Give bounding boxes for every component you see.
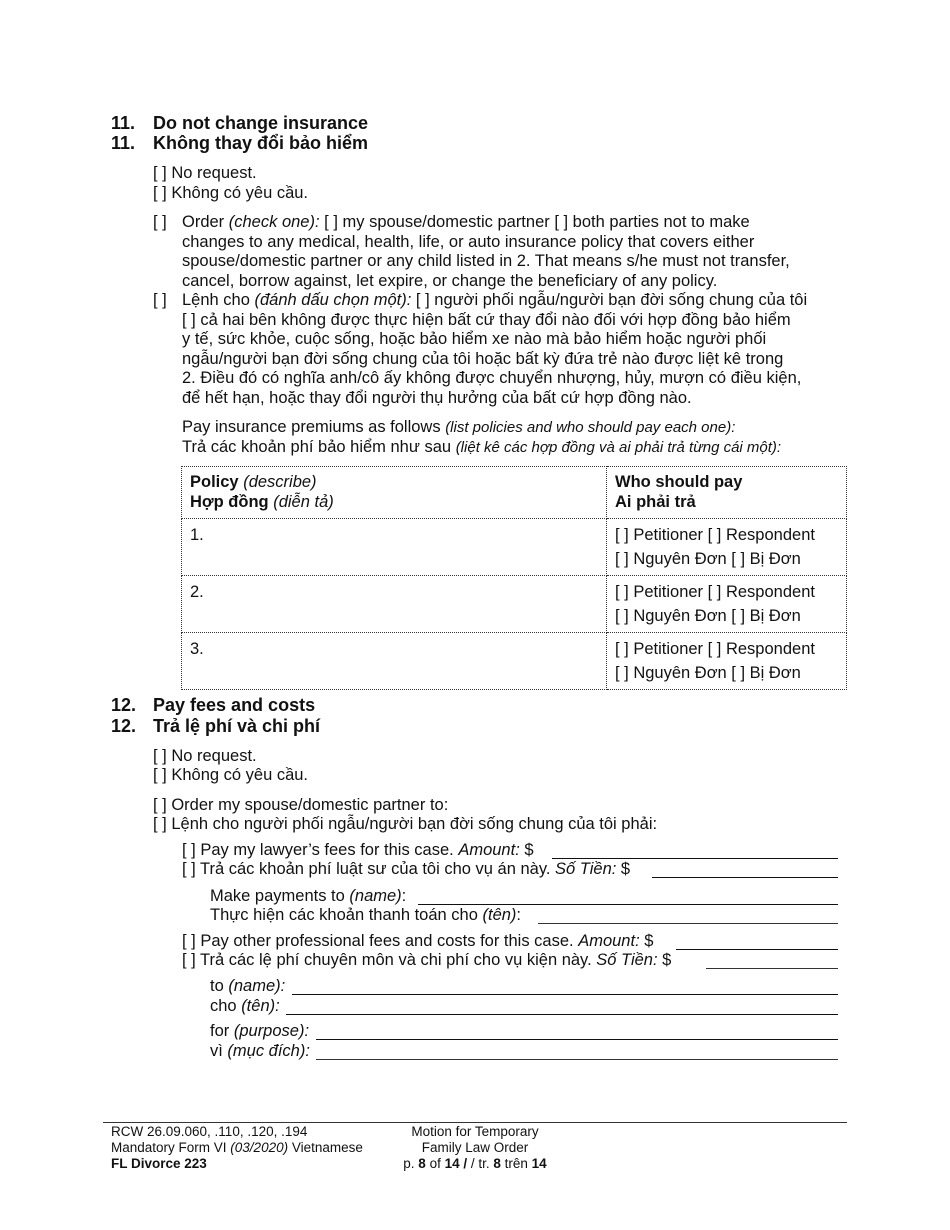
policy-cell[interactable]: 1. xyxy=(182,519,607,576)
table-header-row xyxy=(182,467,847,519)
payments-to-name-field[interactable] xyxy=(418,886,838,905)
who-pays-cell[interactable]: [ ] Petitioner [ ] Respondent [ ] Nguyên Đơn [ ] Bị Đơn xyxy=(607,519,847,576)
to-name-field-vi[interactable] xyxy=(286,996,838,1015)
order-checkbox-en[interactable]: [ ] xyxy=(153,213,167,231)
lawyer-fees-en[interactable]: [ ] Pay my lawyer’s fees for this case. Amount: $ xyxy=(182,841,534,859)
section-12-number-vi: 12. xyxy=(111,716,137,736)
table-row xyxy=(182,576,847,633)
order-text-en: Order (check one): [ ] my spouse/domestic partner [ ] both parties not to make changes to any medical, health, life, or auto insurance policy that covers either spouse/domestic partner or any child listed in 2. That means s/he must not transfer, cancel, borrow against, let expire, or change the beneficiary of any policy. xyxy=(182,213,790,290)
other-fees-en[interactable]: [ ] Pay other professional fees and costs for this case. Amount: $ xyxy=(182,932,654,950)
premiums-text-vi: Trả các khoản phí bảo hiểm như sau (liệt kê các hợp đồng và ai phải trả từng cái một): xyxy=(182,438,782,456)
to-name-en: to (name): xyxy=(210,977,286,995)
section-12-no-request-vi[interactable]: [ ] Không có yêu cầu. xyxy=(153,766,309,784)
to-name-vi: cho (tên): xyxy=(210,997,280,1015)
section-11-no-request-vi[interactable]: [ ] Không có yêu cầu. xyxy=(153,184,309,202)
section-11-title-en: Do not change insurance xyxy=(153,113,369,133)
lawyer-fees-vi[interactable]: [ ] Trả các khoản phí luật sư của tôi cho vụ án này. Số Tiền: $ xyxy=(182,860,631,878)
for-purpose-field-vi[interactable] xyxy=(316,1041,838,1060)
section-12-number: 12. xyxy=(111,695,137,715)
other-fees-amount-field[interactable] xyxy=(676,931,838,950)
footer-divider xyxy=(103,1122,847,1123)
section-12-title-en: Pay fees and costs xyxy=(153,695,316,715)
for-purpose-en: for (purpose): xyxy=(210,1022,310,1040)
payments-to-vi: Thực hiện các khoản thanh toán cho (tên): xyxy=(210,906,522,924)
premiums-text-en: Pay insurance premiums as follows (list policies and who should pay each one): xyxy=(182,418,736,436)
payments-to-en: Make payments to (name): xyxy=(210,887,407,905)
order-checkbox-vi[interactable]: [ ] xyxy=(153,291,167,309)
who-pays-cell[interactable]: [ ] Petitioner [ ] Respondent [ ] Nguyên Đơn [ ] Bị Đơn xyxy=(607,633,847,690)
section-12-order-en[interactable]: [ ] Order my spouse/domestic partner to: xyxy=(153,796,449,814)
who-pays-cell[interactable]: [ ] Petitioner [ ] Respondent [ ] Nguyên Đơn [ ] Bị Đơn xyxy=(607,576,847,633)
section-12-order-vi[interactable]: [ ] Lệnh cho người phối ngẫu/người bạn đời sống chung của tôi phải: xyxy=(153,815,658,833)
table-row xyxy=(182,519,847,576)
section-12-no-request-en[interactable]: [ ] No request. xyxy=(153,747,257,765)
for-purpose-field[interactable] xyxy=(316,1021,838,1040)
order-text-vi: Lệnh cho (đánh dấu chọn một): [ ] người phối ngẫu/người bạn đời sống chung của tôi [ ] cả hai bên không được thực hiện bất cứ thay đổi nào đối với hợp đồng bảo hiểm y tế, sức khỏe, cuộc sống, hoặc bảo hiểm xe nào mà bảo hiểm hoặc người phối ngẫu/người bạn đời sống chung của tôi hoặc bất kỳ đứa trẻ nào được liệt kê trong 2. Điều đó có nghĩa anh/cô ấy không được chuyển nhượng, hủy, mượn có điều kiện, để hết hạn, hoặc thay đổi người thụ hưởng của bất cứ hợp đồng nào. xyxy=(182,291,808,407)
for-purpose-vi: vì (mục đích): xyxy=(210,1042,310,1060)
payments-to-name-field-vi[interactable] xyxy=(538,905,838,924)
who-pays-column-header: Who should pay Ai phải trả xyxy=(607,467,847,519)
section-11-number-vi: 11. xyxy=(111,133,136,153)
policy-table xyxy=(181,466,847,690)
policy-column-header: Policy (describe) Hợp đồng (diễn tả) xyxy=(182,467,607,519)
to-name-field[interactable] xyxy=(292,976,838,995)
policy-cell[interactable]: 2. xyxy=(182,576,607,633)
table-row xyxy=(182,633,847,690)
policy-cell[interactable]: 3. xyxy=(182,633,607,690)
footer-form-info: RCW 26.09.060, .110, .120, .194 Mandatory Form VI (03/2020) Vietnamese FL Divorce 223 xyxy=(111,1124,363,1171)
other-fees-vi[interactable]: [ ] Trả các lệ phí chuyên môn và chi phí cho vụ kiện này. Số Tiền: $ xyxy=(182,951,672,969)
lawyer-fees-amount-field-vi[interactable] xyxy=(652,859,838,878)
footer-title: Motion for Temporary Family Law Order p. 8 of 14 / / tr. 8 trên 14 xyxy=(403,1124,547,1171)
section-11-title-vi: Không thay đổi bảo hiểm xyxy=(153,133,368,153)
other-fees-amount-field-vi[interactable] xyxy=(706,950,838,969)
lawyer-fees-amount-field[interactable] xyxy=(552,840,838,859)
section-11-no-request-en[interactable]: [ ] No request. xyxy=(153,164,257,182)
section-12-title-vi: Trả lệ phí và chi phí xyxy=(153,716,321,736)
section-11-number: 11. xyxy=(111,113,136,133)
